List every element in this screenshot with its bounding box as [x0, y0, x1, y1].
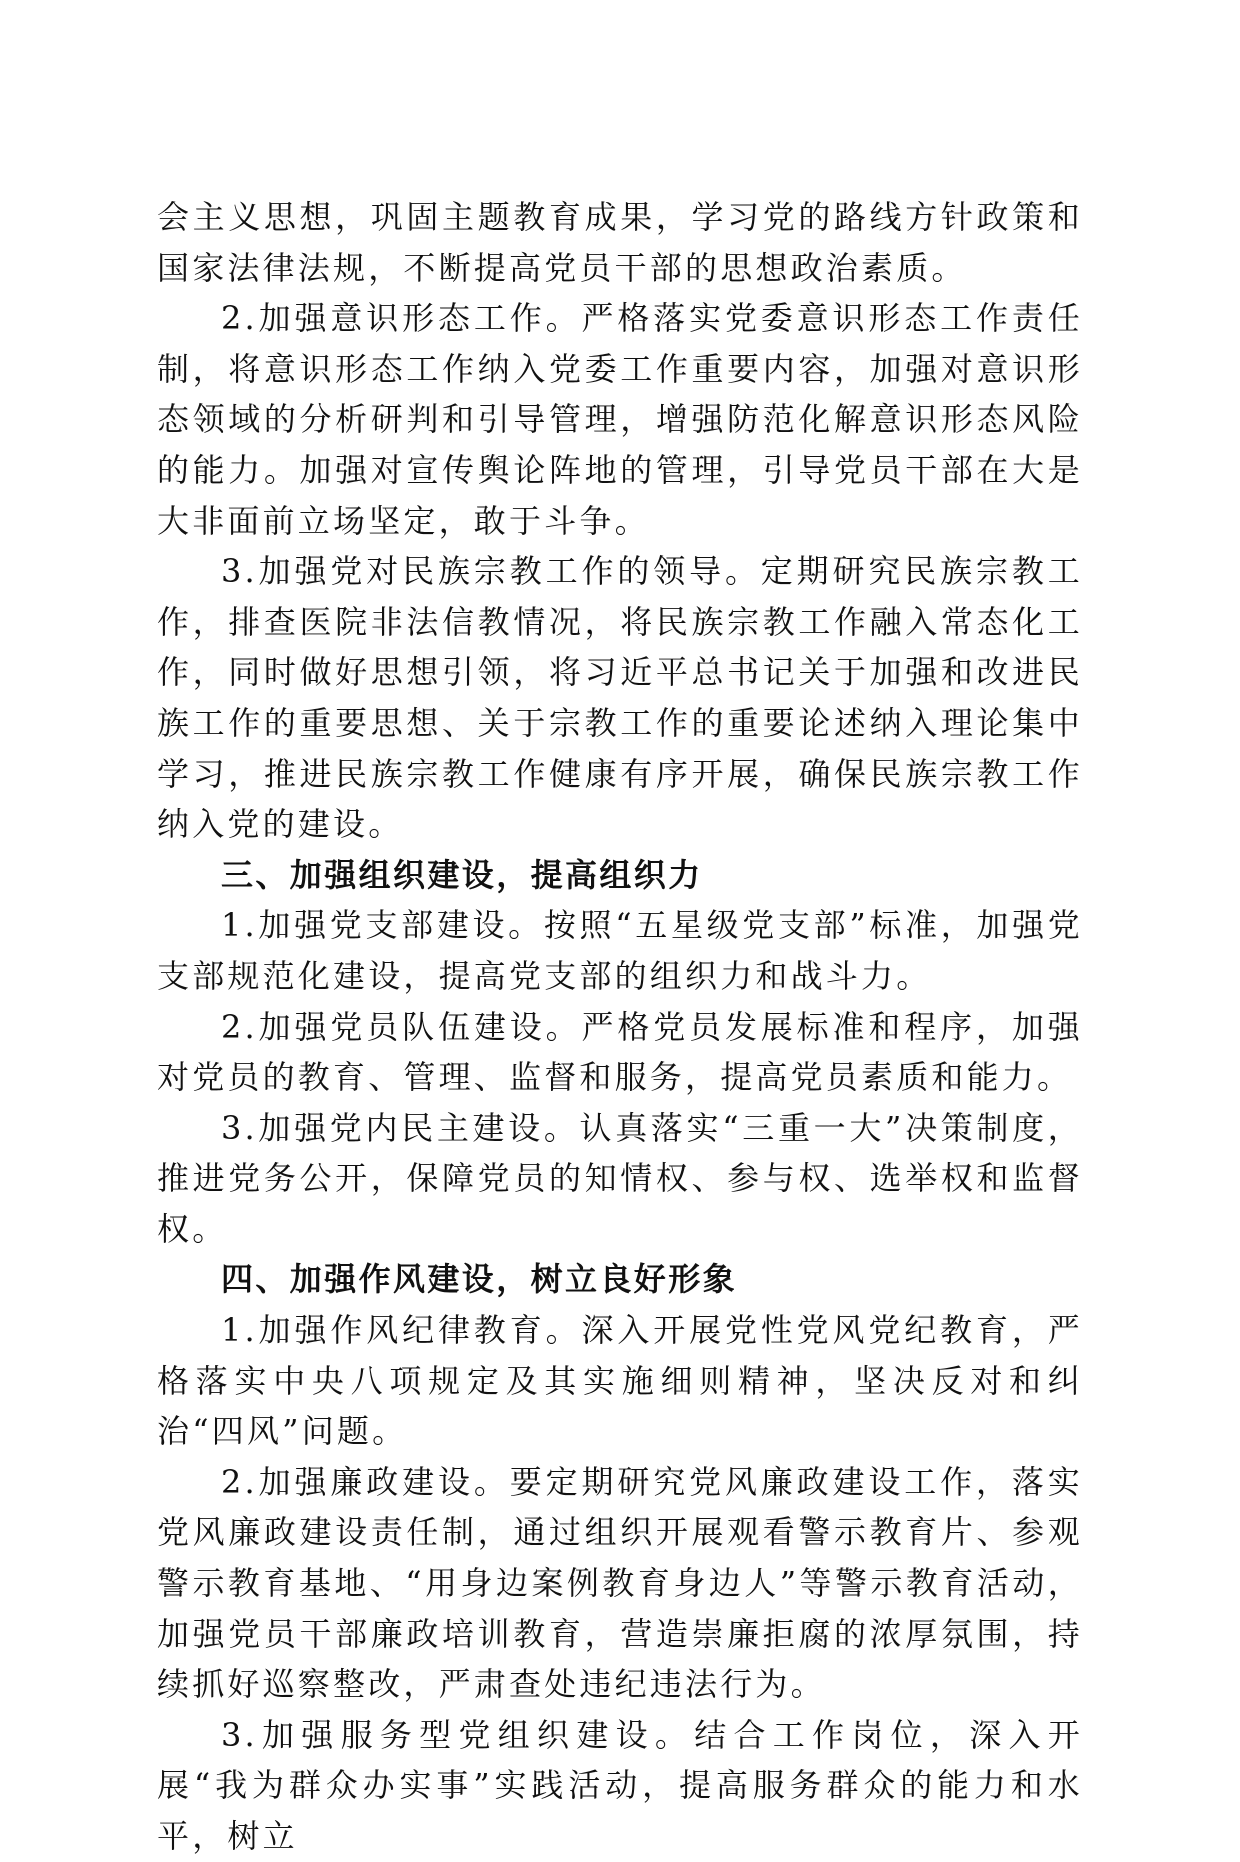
paragraph-service-organization: 3.加强服务型党组织建设。结合工作岗位，深入开展“我为群众办实事”实践活动，提高服务群众的能力和水平，树立	[157, 1715, 1083, 1855]
paragraph-ethnic-religious-work: 3.加强党对民族宗教工作的领导。定期研究民族宗教工作，排查医院非法信教情况，将民族宗教工作融入常态化工作，同时做好思想引领，将习近平总书记关于加强和改进民族工作的重要思想、关于宗教工作的重要论述纳入理论集中学习，推进民族宗教工作健康有序开展，确保民族宗教工作纳入党的建设。	[157, 552, 1083, 844]
paragraph-member-team: 2.加强党员队伍建设。严格党员发展标准和程序，加强对党员的教育、管理、监督和服务，提高党员素质和能力。	[157, 1007, 1083, 1097]
paragraph-continued: 会主义思想，巩固主题教育成果，学习党的路线方针政策和国家法律法规，不断提高党员干部的思想政治素质。	[157, 198, 1083, 287]
section-heading-work-style: 四、加强作风建设，树立良好形象	[221, 1260, 738, 1299]
section-heading-organization: 三、加强组织建设，提高组织力	[221, 855, 703, 894]
body-text	[157, 192, 1083, 1862]
paragraph-integrity-building: 2.加强廉政建设。要定期研究党风廉政建设工作，落实党风廉政建设责任制，通过组织开展观看警示教育片、参观警示教育基地、“用身边案例教育身边人”等警示教育活动，加强党员干部廉政培训教育，营造崇廉拒腐的浓厚氛围，持续抓好巡察整改，严肃查处违纪违法行为。	[157, 1462, 1083, 1704]
paragraph-ideology-work: 2.加强意识形态工作。严格落实党委意识形态工作责任制，将意识形态工作纳入党委工作重要内容，加强对意识形态领域的分析研判和引导管理，增强防范化解意识形态风险的能力。加强对宣传舆论阵地的管理，引导党员干部在大是大非面前立场坚定，敢于斗争。	[157, 299, 1083, 540]
paragraph-inner-democracy: 3.加强党内民主建设。认真落实“三重一大”决策制度，推进党务公开，保障党员的知情权、参与权、选举权和监督权。	[157, 1108, 1083, 1248]
paragraph-discipline-education: 1.加强作风纪律教育。深入开展党性党风党纪教育，严格落实中央八项规定及其实施细则精神，坚决反对和纠治“四风”问题。	[157, 1311, 1083, 1451]
paragraph-branch-building: 1.加强党支部建设。按照“五星级党支部”标准，加强党支部规范化建设，提高党支部的组织力和战斗力。	[157, 906, 1083, 995]
